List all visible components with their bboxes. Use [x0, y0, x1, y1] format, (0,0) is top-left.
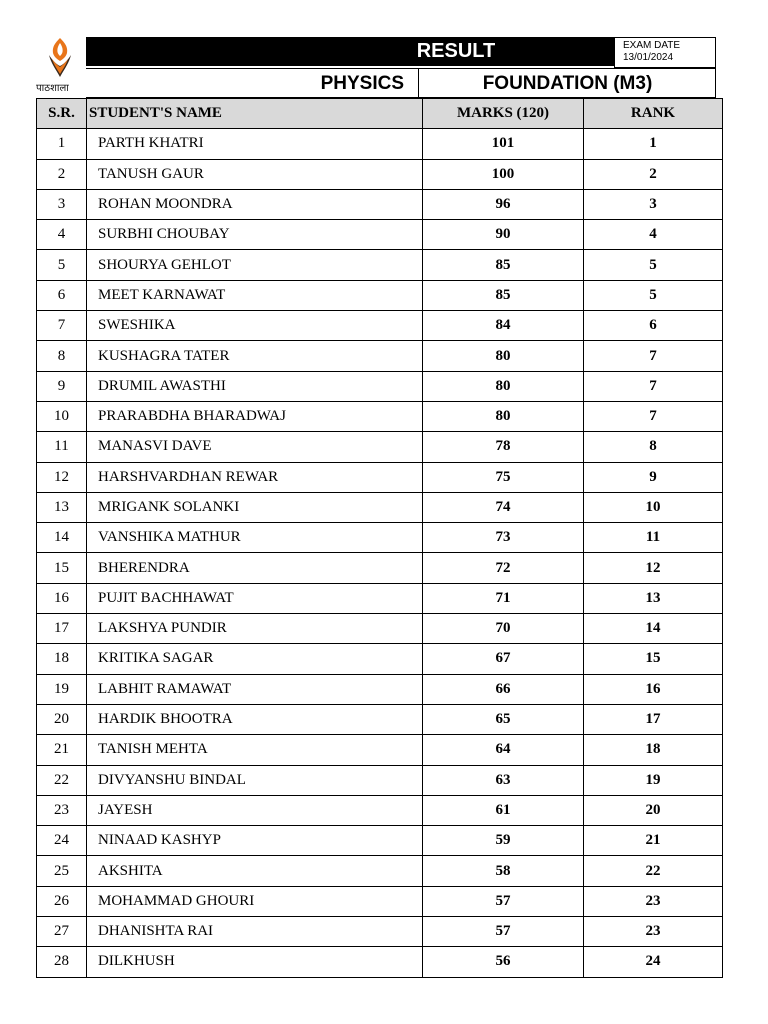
cell-marks: 61	[423, 795, 584, 825]
table-row	[37, 492, 723, 522]
cell-rank: 14	[584, 614, 723, 644]
cell-marks: 100	[423, 159, 584, 189]
cell-rank: 4	[584, 220, 723, 250]
cell-student-name: DHANISHTA RAI	[87, 917, 423, 947]
cell-sr: 19	[37, 674, 87, 704]
cell-rank: 21	[584, 826, 723, 856]
cell-marks: 71	[423, 583, 584, 613]
cell-rank: 12	[584, 553, 723, 583]
cell-rank: 1	[584, 129, 723, 159]
cell-marks: 80	[423, 401, 584, 431]
cell-marks: 70	[423, 614, 584, 644]
cell-marks: 67	[423, 644, 584, 674]
cell-rank: 5	[584, 250, 723, 280]
cell-student-name: MOHAMMAD GHOURI	[87, 886, 423, 916]
cell-student-name: AKSHITA	[87, 856, 423, 886]
table-row	[37, 917, 723, 947]
table-row	[37, 583, 723, 613]
cell-sr: 4	[37, 220, 87, 250]
cell-student-name: HARSHVARDHAN REWAR	[87, 462, 423, 492]
cell-sr: 20	[37, 704, 87, 734]
cell-student-name: KRITIKA SAGAR	[87, 644, 423, 674]
cell-sr: 26	[37, 886, 87, 916]
exam-date-value: 13/01/2024	[623, 52, 674, 63]
cell-rank: 5	[584, 280, 723, 310]
cell-rank: 23	[584, 886, 723, 916]
cell-student-name: MEET KARNAWAT	[87, 280, 423, 310]
table-row	[37, 614, 723, 644]
cell-marks: 66	[423, 674, 584, 704]
cell-student-name: NINAAD KASHYP	[87, 826, 423, 856]
cell-sr: 27	[37, 917, 87, 947]
table-row	[37, 462, 723, 492]
cell-student-name: SWESHIKA	[87, 311, 423, 341]
cell-sr: 23	[37, 795, 87, 825]
pathshala-logo	[36, 37, 86, 98]
table-row	[37, 826, 723, 856]
cell-rank: 9	[584, 462, 723, 492]
cell-sr: 15	[37, 553, 87, 583]
cell-rank: 15	[584, 644, 723, 674]
cell-marks: 85	[423, 280, 584, 310]
cell-student-name: TANISH MEHTA	[87, 735, 423, 765]
subject-name: PHYSICS	[86, 69, 419, 98]
cell-marks: 57	[423, 886, 584, 916]
table-row	[37, 765, 723, 795]
cell-sr: 17	[37, 614, 87, 644]
cell-sr: 11	[37, 432, 87, 462]
cell-sr: 10	[37, 401, 87, 431]
result-title-bar	[86, 37, 632, 66]
table-row	[37, 371, 723, 401]
cell-marks: 101	[423, 129, 584, 159]
cell-rank: 24	[584, 947, 723, 977]
table-row	[37, 189, 723, 219]
header-marks: MARKS (120)	[423, 99, 584, 129]
table-row	[37, 220, 723, 250]
cell-sr: 7	[37, 311, 87, 341]
table-row	[37, 886, 723, 916]
cell-student-name: HARDIK BHOOTRA	[87, 704, 423, 734]
cell-rank: 18	[584, 735, 723, 765]
cell-sr: 8	[37, 341, 87, 371]
cell-student-name: TANUSH GAUR	[87, 159, 423, 189]
cell-student-name: DILKHUSH	[87, 947, 423, 977]
cell-sr: 9	[37, 371, 87, 401]
cell-marks: 74	[423, 492, 584, 522]
cell-student-name: JAYESH	[87, 795, 423, 825]
logo-wordmark: पाठशाला	[36, 83, 69, 94]
cell-rank: 11	[584, 523, 723, 553]
table-row	[37, 795, 723, 825]
cell-sr: 1	[37, 129, 87, 159]
batch-name: FOUNDATION (M3)	[482, 73, 653, 94]
cell-marks: 63	[423, 765, 584, 795]
cell-sr: 16	[37, 583, 87, 613]
cell-sr: 24	[37, 826, 87, 856]
cell-rank: 13	[584, 583, 723, 613]
table-row	[37, 674, 723, 704]
table-row	[37, 704, 723, 734]
cell-marks: 64	[423, 735, 584, 765]
table-row	[37, 341, 723, 371]
cell-rank: 23	[584, 917, 723, 947]
cell-sr: 2	[37, 159, 87, 189]
header-rank: RANK	[584, 99, 723, 129]
cell-marks: 73	[423, 523, 584, 553]
cell-student-name: BHERENDRA	[87, 553, 423, 583]
cell-student-name: PARTH KHATRI	[87, 129, 423, 159]
table-row	[37, 644, 723, 674]
cell-student-name: VANSHIKA MATHUR	[87, 523, 423, 553]
table-row	[37, 856, 723, 886]
exam-date-box	[614, 37, 716, 68]
cell-marks: 96	[423, 189, 584, 219]
table-row	[37, 432, 723, 462]
cell-student-name: PRARABDHA BHARADWAJ	[87, 401, 423, 431]
table-row	[37, 735, 723, 765]
cell-rank: 10	[584, 492, 723, 522]
table-row	[37, 311, 723, 341]
subject-row	[86, 68, 716, 98]
cell-sr: 25	[37, 856, 87, 886]
cell-student-name: MANASVI DAVE	[87, 432, 423, 462]
table-header-row	[37, 99, 723, 129]
cell-student-name: LAKSHYA PUNDIR	[87, 614, 423, 644]
cell-student-name: PUJIT BACHHAWAT	[87, 583, 423, 613]
cell-rank: 6	[584, 311, 723, 341]
cell-student-name: DRUMIL AWASTHI	[87, 371, 423, 401]
cell-marks: 80	[423, 341, 584, 371]
cell-student-name: LABHIT RAMAWAT	[87, 674, 423, 704]
cell-rank: 7	[584, 401, 723, 431]
cell-rank: 2	[584, 159, 723, 189]
cell-marks: 58	[423, 856, 584, 886]
cell-sr: 3	[37, 189, 87, 219]
cell-marks: 80	[423, 371, 584, 401]
cell-marks: 84	[423, 311, 584, 341]
cell-rank: 22	[584, 856, 723, 886]
cell-rank: 16	[584, 674, 723, 704]
cell-rank: 7	[584, 371, 723, 401]
cell-sr: 18	[37, 644, 87, 674]
table-row	[37, 159, 723, 189]
cell-sr: 13	[37, 492, 87, 522]
table-row	[37, 553, 723, 583]
cell-sr: 22	[37, 765, 87, 795]
table-row	[37, 947, 723, 977]
cell-rank: 17	[584, 704, 723, 734]
cell-sr: 21	[37, 735, 87, 765]
header-sr: S.R.	[37, 99, 87, 129]
table-row	[37, 523, 723, 553]
table-row	[37, 280, 723, 310]
table-row	[37, 401, 723, 431]
cell-rank: 19	[584, 765, 723, 795]
cell-student-name: ROHAN MOONDRA	[87, 189, 423, 219]
cell-student-name: SURBHI CHOUBAY	[87, 220, 423, 250]
cell-marks: 90	[423, 220, 584, 250]
cell-sr: 14	[37, 523, 87, 553]
table-row	[37, 129, 723, 159]
cell-rank: 7	[584, 341, 723, 371]
pen-nib-logo-icon	[46, 37, 74, 79]
cell-marks: 65	[423, 704, 584, 734]
table-body	[37, 129, 723, 977]
result-table	[36, 98, 723, 978]
cell-rank: 3	[584, 189, 723, 219]
cell-marks: 85	[423, 250, 584, 280]
cell-sr: 6	[37, 280, 87, 310]
cell-marks: 59	[423, 826, 584, 856]
header-student-name: STUDENT'S NAME	[87, 99, 423, 129]
table-row	[37, 250, 723, 280]
cell-sr: 28	[37, 947, 87, 977]
cell-marks: 78	[423, 432, 584, 462]
cell-student-name: KUSHAGRA TATER	[87, 341, 423, 371]
cell-rank: 20	[584, 795, 723, 825]
cell-student-name: MRIGANK SOLANKI	[87, 492, 423, 522]
cell-sr: 12	[37, 462, 87, 492]
cell-marks: 56	[423, 947, 584, 977]
cell-marks: 75	[423, 462, 584, 492]
result-title: RESULT	[416, 40, 496, 62]
exam-date-label: EXAM DATE	[623, 40, 681, 51]
cell-sr: 5	[37, 250, 87, 280]
cell-rank: 8	[584, 432, 723, 462]
cell-marks: 72	[423, 553, 584, 583]
cell-student-name: DIVYANSHU BINDAL	[87, 765, 423, 795]
cell-marks: 57	[423, 917, 584, 947]
cell-student-name: SHOURYA GEHLOT	[87, 250, 423, 280]
